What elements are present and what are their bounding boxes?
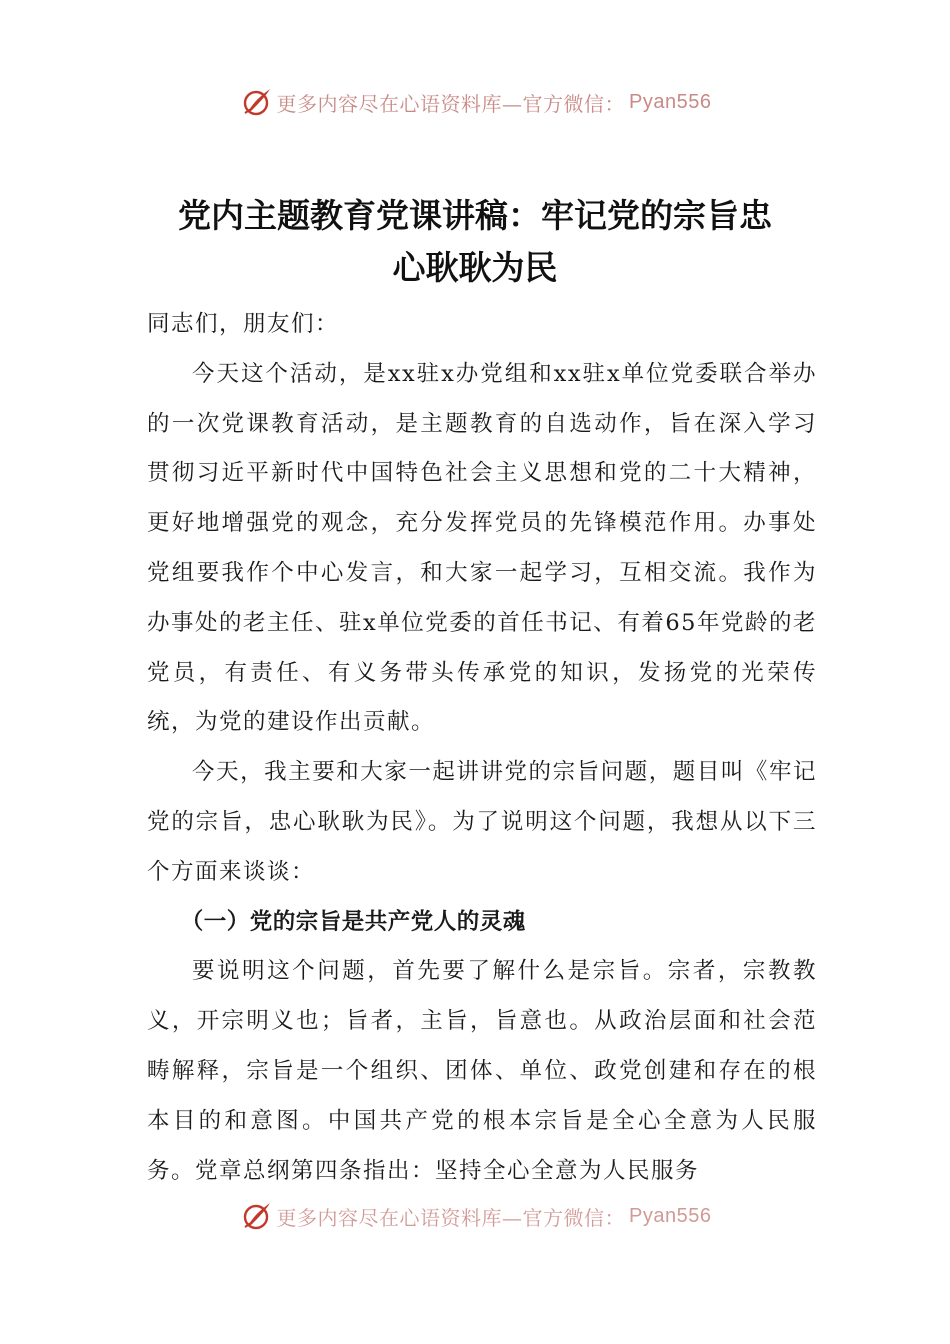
body-paragraph: 今天，我主要和大家一起讲讲党的宗旨问题，题目叫《牢记党的宗旨，忠心耿耿为民》。为了说明这个问题，我想从以下三个方面来谈谈： xyxy=(147,759,817,885)
footer-watermark xyxy=(0,1202,950,1242)
body-paragraph: 今天这个活动，是xx驻x办党组和xx驻x单位党委联合举办的一次党课教育活动，是主题教育的自选动作，旨在深入学习贯彻习近平新时代中国特色社会主义思想和党的二十大精神，更好地增强党的观念，充分发挥党员的先锋模范作用。办事处党组要我作个中心发言，和大家一起学习，互相交流。我作为办事处的老主任、驻x单位党委的首任书记、有着65年党龄的老党员，有责任、有义务带头传承党的知识，发扬党的光荣传统，为党的建设作出贡献。 xyxy=(147,360,817,736)
header-watermark xyxy=(0,82,950,122)
title-line-2: 心耿耿为民 xyxy=(392,248,558,287)
header-banner-text: 更多内容尽在心语资料库—官方微信： xyxy=(276,91,626,116)
title-line-1: 党内主题教育党课讲稿：牢记党的宗旨忠 xyxy=(178,196,772,235)
quill-logo-icon xyxy=(239,85,273,119)
document-body xyxy=(147,300,817,1196)
header-wechat-id: Pyan556 xyxy=(629,90,712,113)
footer-wechat-id: Pyan556 xyxy=(629,1204,712,1227)
quill-logo-icon xyxy=(239,1202,273,1233)
section-heading: （一）党的宗旨是共产党人的灵魂 xyxy=(180,908,526,935)
footer-banner-text: 更多内容尽在心语资料库—官方微信： xyxy=(276,1205,626,1230)
section-paragraph: 要说明这个问题，首先要了解什么是宗旨。宗者，宗教教义，开宗明义也；旨者，主旨，旨意也。从政治层面和社会范畴解释，宗旨是一个组织、团体、单位、政党创建和存在的根本目的和意图。中国共产党的根本宗旨是全心全意为人民服务。党章总纲第四条指出：坚持全心全意为人民服务 xyxy=(147,958,817,1184)
salutation: 同志们，朋友们： xyxy=(147,311,340,337)
document-title xyxy=(90,190,860,294)
